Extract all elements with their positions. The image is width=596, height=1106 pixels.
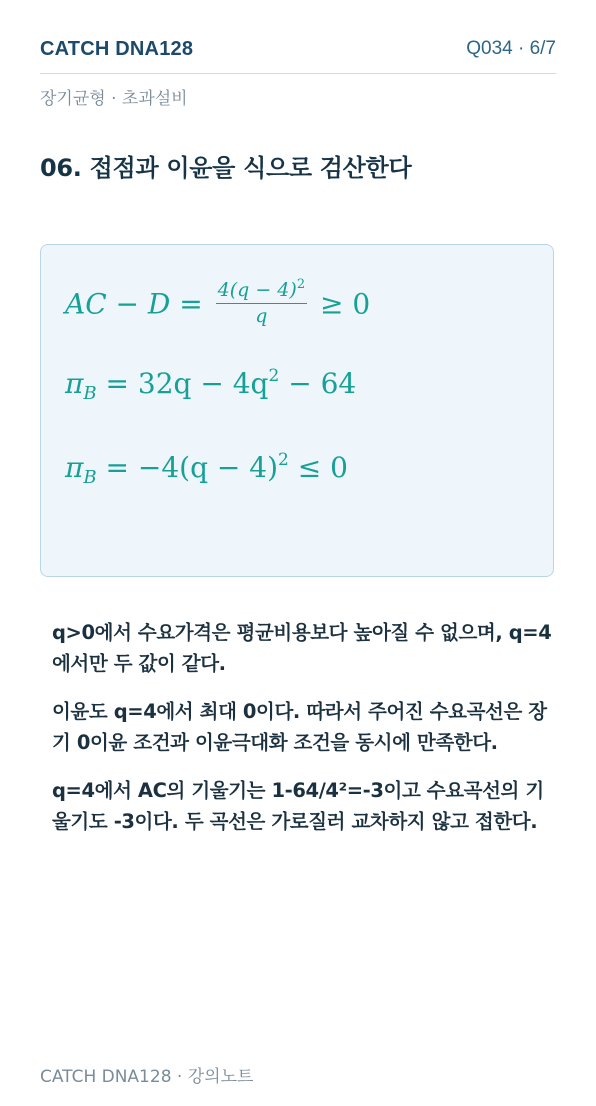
paragraph-profit-max: 이윤도 q=4에서 최대 0이다. 따라서 주어진 수요곡선은 장기 0이윤 조건과 이윤극대화 조건을 동시에 만족한다.	[52, 700, 547, 754]
formula-rhs-tail: − 64	[288, 367, 357, 400]
pi-symbol: π	[65, 451, 84, 484]
fraction-denominator: q	[255, 305, 268, 327]
page-footer: CATCH DNA128 · 강의노트	[40, 1067, 254, 1087]
formula-fraction	[216, 277, 307, 327]
formula-equals: =	[179, 287, 203, 321]
formula-rhs-part: = −4(q − 4)	[105, 451, 279, 484]
formula-rhs-tail: ≤ 0	[297, 451, 348, 484]
formula-relation: ≥ 0	[320, 287, 371, 321]
brand-title: CATCH DNA128	[40, 38, 194, 60]
page-header	[40, 36, 556, 74]
numerator-exponent: 2	[296, 277, 306, 292]
formula-profit-expanded	[65, 366, 356, 404]
formula-rhs-part: = 32q − 4q	[105, 367, 269, 400]
numerator-base: 4(q − 4)	[217, 279, 297, 301]
formula-exponent: 2	[268, 366, 280, 386]
paragraph-demand-price: q>0에서 수요가격은 평균비용보다 높아질 수 없으며, q=4에서만 두 값이 같다.	[52, 621, 552, 675]
fraction-numerator	[216, 277, 307, 304]
pi-subscript: B	[83, 467, 97, 488]
formula-box	[40, 244, 554, 577]
pi-symbol: π	[65, 367, 84, 400]
pi-subscript: B	[83, 383, 97, 404]
formula-lhs: AC − D	[65, 287, 171, 321]
page-indicator: Q034 · 6/7	[466, 38, 556, 59]
section-title: 06. 접점과 이윤을 식으로 검산한다	[40, 154, 412, 182]
paragraph-tangency: q=4에서 AC의 기울기는 1-64/4²=-3이고 수요곡선의 기울기도 -3이다. 두 곡선은 가로질러 교차하지 않고 접한다.	[52, 779, 544, 833]
topic-subtitle: 장기균형 · 초과설비	[40, 89, 188, 109]
formula-profit-factored	[65, 450, 348, 488]
formula-ac-minus-d	[65, 277, 371, 331]
formula-exponent: 2	[278, 450, 289, 470]
